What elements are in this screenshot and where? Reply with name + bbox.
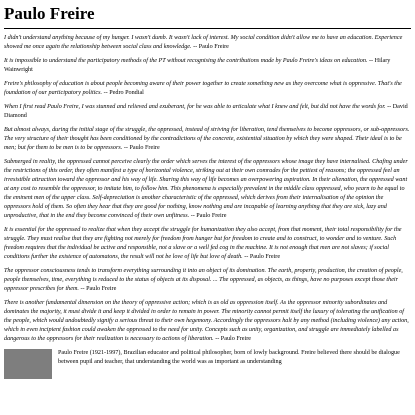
quote-paragraph	[4, 80, 411, 98]
quote-text: It is impossible to understand the participatory methods of the PT without recognising the contributions made by Paulo Freire's ideas on education.	[4, 58, 368, 64]
quote-paragraph	[4, 226, 411, 262]
quote-author: -- Paulo Freire	[193, 44, 229, 50]
quote-author: -- Paulo Freire	[215, 336, 251, 342]
quote-text: It is essential for the oppressed to realize that when they accept the struggle for humanization they also accept, from that moment, their total responsibility for the struggle. They must realise that they are fighting not merely for freedom from hunger but for freedom to create and to construct, to wonder and to venture. Such freedom requires that the individual be active and responsible, not a slave or a well fed cog in the machine. It is not enough that men are not slaves; if social conditions further the existence of automatons, the result will not be love of life but love of death.	[4, 227, 402, 260]
quote-text: The oppressor consciousness tends to transform everything surrounding it into an object of its domination. The earth, property, production, the creation of people, people themselves, time, everything is reduced to the status of objects at its disposal. ... The oppressed, as objects, as things, have no purposes except those their oppressor prescribes for them.	[4, 268, 403, 292]
quote-paragraph	[4, 299, 411, 344]
quote-paragraph	[4, 57, 411, 75]
quote-author: -- Paulo Freire	[80, 286, 117, 292]
quote-text: There is another fundamental dimension on the theory of oppressive action; which is as old as oppression itself. As the oppressor minority subordinates and dominates the majority, it must divide it and keep it divided in order to remain in power. The minority cannot permit itself the luxury of tolerating the unification of the people, which would undoubtedly signify a serious threat to their own hegemony. Accordingly the oppressors halt by any method (including violence) any action, which in even incipient fashion could awaken the oppressed to the need for unity. Concepts such as unity, organization, and struggle are immediately labelled as dangerous to the oppressors for their realization is necessary to actions of liberation.	[4, 300, 409, 342]
quote-author: -- Paulo Freire	[123, 145, 160, 151]
quote-text: When I first read Paulo Freire, I was stunned and relieved and exuberant, for he was able to articulate what I knew and felt, but did not have the words for.	[4, 104, 386, 110]
bio-section	[4, 349, 411, 379]
bio-text: Paulo Freire (1921-1997), Brazilian educator and political philosopher, born of lowly background. Freire believed there should be dialogue between pupil and teacher, that understanding the world was as important as understanding	[58, 350, 400, 365]
quote-paragraph	[4, 158, 411, 221]
quote-author: -- Paulo Freire	[244, 254, 281, 260]
quote-paragraph	[4, 103, 411, 121]
quote-author: -- Hilary Wainwright	[4, 58, 391, 73]
quote-paragraph	[4, 126, 411, 153]
quote-author: -- Pedro Pondial	[103, 90, 144, 96]
title-divider	[4, 28, 411, 29]
page-title: Paulo Freire	[4, 4, 95, 23]
quote-text: But almost always, during the initial stage of the struggle, the oppressed, instead of striving for liberation, tend themselves to become oppressors, or sub-oppressors. The very structure of their thought has been conditioned by the contradictions of the concrete, existential situation by which they were shaped. Their ideal is to be men; but for them to be men is to be oppressors.	[4, 127, 410, 151]
quote-paragraph	[4, 267, 411, 294]
quote-author: -- David Diamond	[4, 104, 408, 119]
quote-text: Freire's philosophy of education is about people becoming aware of their power together to create something new as they overcome what is oppressive. That's the foundation of our participatory politics.	[4, 81, 402, 96]
quote-text: Submerged in reality, the oppressed cannot perceive clearly the order which serves the interest of the oppressors whose image they have internalised. Chafing under the restrictions of this order, they often manifest a type of horizontal violence, striking out at their own comrades for the pettiest of reasons; the oppressed feel an irresistible attraction toward the oppressor and his way of life. Sharing this way of life becomes an overpowering aspiration. In their alienation, the oppressed want at any cost to resemble the oppressor, to imitate him, to follow him. This phenomena is especially prevalent in the middle class oppressed, who yearn to be equal to the eminent men of the upper class. Self-depreciation is another characteristic of the oppressed, which derives from their internalisation of the opinion the oppressors hold of them. So often they hear that they are good for nothing, know nothing and are incapable of learning anything that they are sick, lazy and unproductive, that in the end they become convinced of their own unfitness.	[4, 159, 408, 219]
quote-paragraph	[4, 34, 411, 52]
portrait-photo	[4, 349, 52, 379]
quote-text: I didn't understand anything because of my hunger. I wasn't dumb. It wasn't lack of interest. My social condition didn't allow me to have an education. Experience showed me once again the relationship between social class and knowledge.	[4, 35, 403, 50]
quote-author: -- Paulo Freire	[190, 213, 227, 219]
quote-list	[4, 34, 411, 344]
